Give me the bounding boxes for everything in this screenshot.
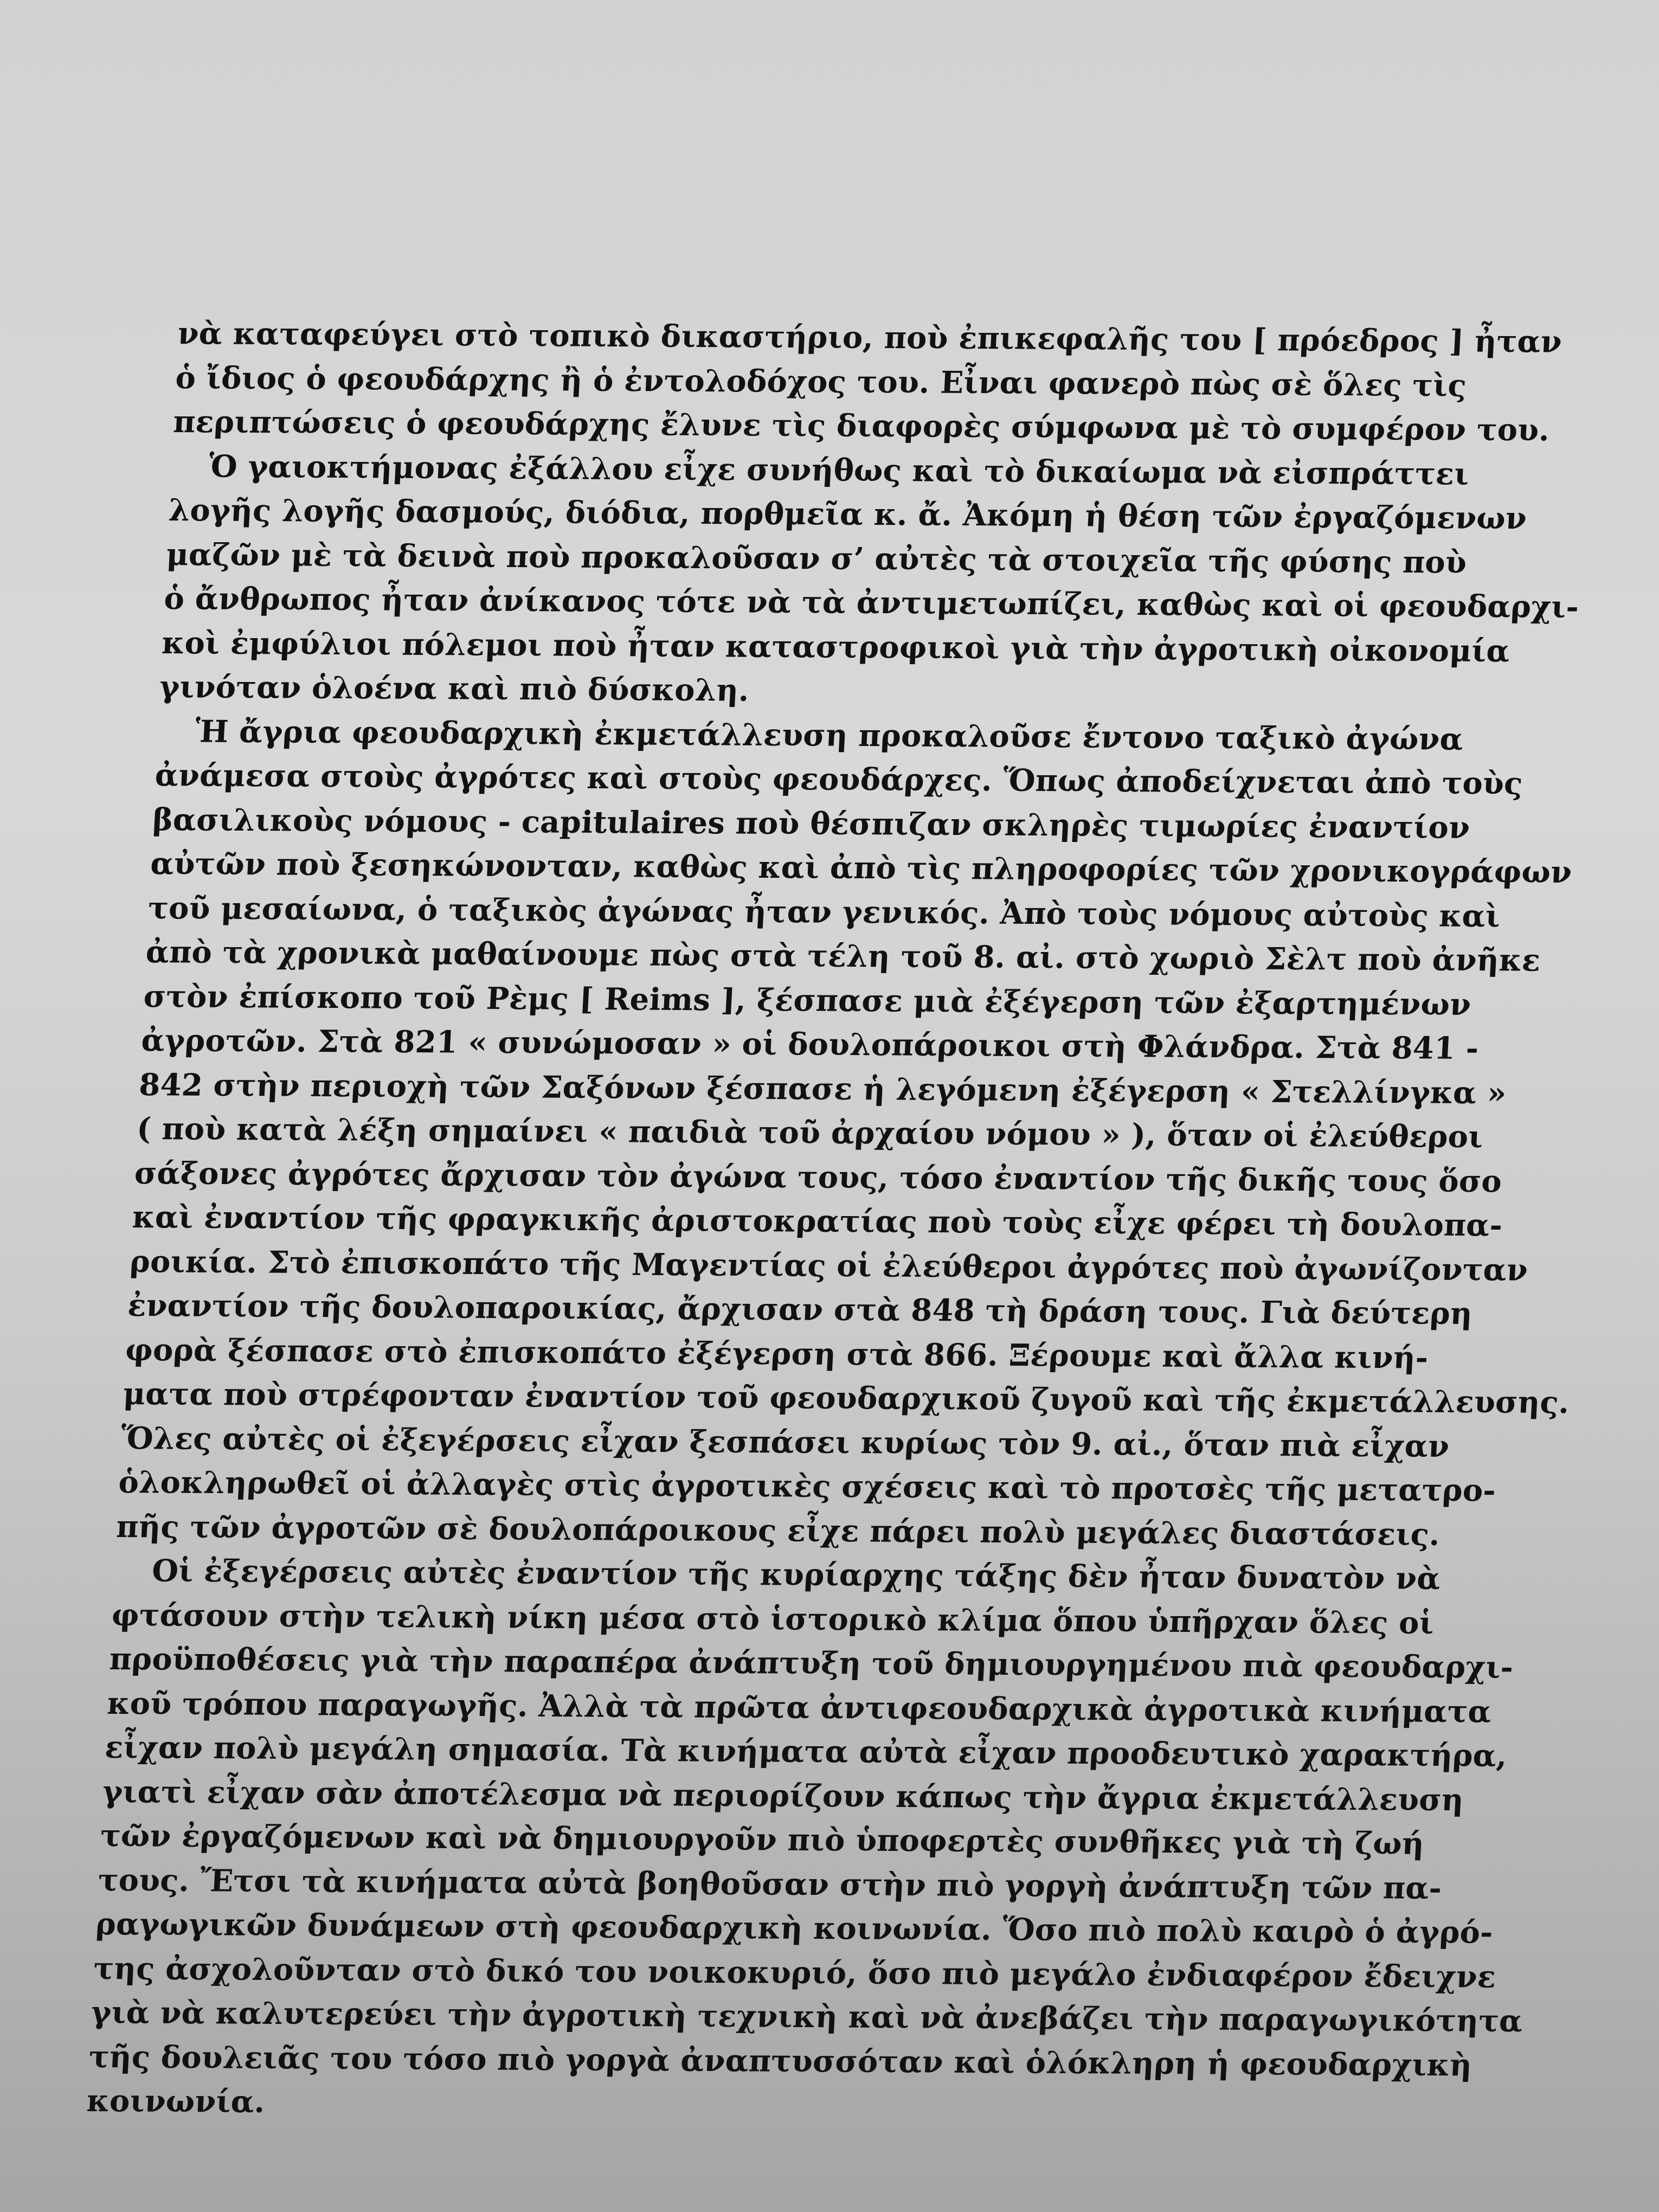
text-line: τους. Ἔτσι τὰ κινήματα αὐτὰ βοηθοῦσαν στὴν πιὸ γοργὴ ἀνάπτυξη τῶν πα- — [97, 1862, 1443, 1906]
text-line: στὸν ἐπίσκοπο τοῦ Ρὲμς [ Reims ], ξέσπασε μιὰ ἐξέγερση τῶν ἐξαρτημένων — [143, 978, 1472, 1023]
paragraph — [158, 444, 1580, 717]
text-line: γιατὶ εἶχαν σὰν ἀποτέλεσμα νὰ περιορίζουν κάπως τὴν ἄγρια ἐκμετάλλευση — [101, 1773, 1465, 1818]
text-line: Ὁ γαιοκτήμονας ἐξάλλου εἶχε συνήθως καὶ τὸ δικαίωμα νὰ εἰσπράττει — [208, 448, 1470, 492]
text-line: περιπτώσεις ὁ φεουδάρχης ἔλυνε τὶς διαφορὲς σύμφωνα μὲ τὸ συμφέρον του. — [172, 403, 1551, 448]
text-line: τῆς δουλειᾶς του τόσο πιὸ γοργὰ ἀναπτυσσόταν καὶ ὁλόκληρη ἡ φεουδαρχικὴ — [88, 2039, 1473, 2084]
text-line: 842 στὴν περιοχὴ τῶν Σαξόνων ξέσπασε ἡ λεγόμενη ἐξέγερση « Στελλίνγκα » — [138, 1066, 1508, 1111]
text-line: σάξονες ἀγρότες ἄρχισαν τὸν ἀγώνα τους, τόσο ἐναντίον τῆς δικῆς τους ὅσο — [133, 1155, 1503, 1199]
text-line: της ἀσχολοῦνταν στὸ δικό του νοικοκυριό, ὅσο πιὸ μεγάλο ἐνδιαφέρον ἔδειχνε — [92, 1950, 1497, 1995]
text-line: ματα ποὺ στρέφονταν ἐναντίον τοῦ φεουδαρχικοῦ ζυγοῦ καὶ τῆς ἐκμετάλλευσης. — [122, 1375, 1571, 1421]
text-line: καὶ ἐναντίον τῆς φραγκικῆς ἀριστοκρατίας ποὺ τοὺς εἶχε φέρει τὴ δουλοπα- — [131, 1199, 1503, 1244]
text-line: ραγωγικῶν δυνάμεων στὴ φεουδαρχικὴ κοινωνία. Ὅσο πιὸ πολὺ καιρὸ ὁ ἀγρό- — [95, 1906, 1494, 1951]
text-line: γιὰ νὰ καλυτερεύει τὴν ἀγροτικὴ τεχνικὴ καὶ νὰ ἀνεβάζει τὴν παραγωγικότητα — [90, 1994, 1524, 2040]
body-text — [86, 312, 1580, 2131]
text-line: προϋποθέσεις γιὰ τὴν παραπέρα ἀνάπτυξη τοῦ δημιουργημένου πιὰ φεουδαρχι- — [108, 1641, 1514, 1686]
text-line: ἀπὸ τὰ χρονικὰ μαθαίνουμε πὼς στὰ τέλη τοῦ 8. αἰ. στὸ χωριὸ Σὲλτ ποὺ ἀνῆκε — [145, 934, 1542, 979]
text-line: εἶχαν πολὺ μεγάλη σημασία. Τὰ κινήματα αὐτὰ εἶχαν προοδευτικὸ χαρακτήρα, — [104, 1729, 1508, 1774]
text-line: ροικία. Στὸ ἐπισκοπάτο τῆς Μαγεντίας οἱ ἐλεύθεροι ἀγρότες ποὺ ἀγωνίζονταν — [129, 1243, 1529, 1288]
text-line: ὁ ἄνθρωπος ἦταν ἀνίκανος τότε νὰ τὰ ἀντιμετωπίζει, καθὼς καὶ οἱ φεουδαρχι- — [163, 580, 1580, 625]
text-line: κοὶ ἐμφύλιοι πόλεμοι ποὺ ἦταν καταστροφικοὶ γιὰ τὴν ἀγροτικὴ οἰκονομία — [160, 625, 1511, 669]
text-line: Ὅλες αὐτὲς οἱ ἐξεγέρσεις εἶχαν ξεσπάσει κυρίως τὸν 9. αἰ., ὅταν πιὰ εἶχαν — [120, 1420, 1451, 1464]
paragraph — [86, 1549, 1524, 2131]
text-line: βασιλικοὺς νόμους - capitulaires ποὺ θέσπιζαν σκληρὲς τιμωρίες ἐναντίον — [152, 801, 1471, 846]
text-line: τοῦ μεσαίωνα, ὁ ταξικὸς ἀγώνας ἦταν γενικός. Ἀπὸ τοὺς νόμους αὐτοὺς καὶ — [147, 890, 1501, 934]
text-line: ὁλοκληρωθεῖ οἱ ἀλλαγὲς στὶς ἀγροτικὲς σχέσεις καὶ τὸ προτσὲς τῆς μετατρο- — [118, 1464, 1497, 1509]
text-line: νὰ καταφεύγει στὸ τοπικὸ δικαστήριο, ποὺ ἐπικεφαλῆς του [ πρόεδρος ] ἦταν — [177, 315, 1563, 360]
paragraph — [115, 709, 1573, 1556]
text-line: ( ποὺ κατὰ λέξη σημαίνει « παιδιὰ τοῦ ἀρχαίου νόμου » ), ὅταν οἱ ἐλεύθεροι — [136, 1110, 1484, 1155]
text-line: φορὰ ξέσπασε στὸ ἐπισκοπάτο ἐξέγερση στὰ 866. Ξέρουμε καὶ ἄλλα κινή- — [124, 1332, 1430, 1376]
text-line: μαζῶν μὲ τὰ δεινὰ ποὺ προκαλοῦσαν σ’ αὐτὲς τὰ στοιχεῖα τῆς φύσης ποὺ — [165, 536, 1468, 581]
text-line: κοινωνία. — [86, 2082, 266, 2120]
text-line: αὐτῶν ποὺ ξεσηκώνονταν, καθὼς καὶ ἀπὸ τὶς πληροφορίες τῶν χρονικογράφων — [149, 845, 1573, 890]
text-line: φτάσουν στὴν τελικὴ νίκη μέσα στὸ ἱστορικὸ κλίμα ὅπου ὑπῆρχαν ὅλες οἱ — [111, 1597, 1435, 1641]
text-line: γινόταν ὁλοένα καὶ πιὸ δύσκολη. — [158, 668, 750, 709]
text-line: λογῆς λογῆς δασμούς, διόδια, πορθμεῖα κ. ἄ. Ἀκόμη ἡ θέση τῶν ἐργαζόμενων — [168, 492, 1528, 537]
text-line: κοῦ τρόπου παραγωγῆς. Ἀλλὰ τὰ πρῶτα ἀντιφεουδαρχικὰ ἀγροτικὰ κινήματα — [106, 1685, 1493, 1730]
text-line: Ἡ ἄγρια φεουδαρχικὴ ἐκμετάλλευση προκαλοῦσε ἔντονο ταξικὸ ἀγώνα — [194, 713, 1464, 757]
text-line: πῆς τῶν ἀγροτῶν σὲ δουλοπάροικους εἶχε πάρει πολὺ μεγάλες διαστάσεις. — [115, 1508, 1441, 1553]
text-line: τῶν ἐργαζόμενων καὶ νὰ δημιουργοῦν πιὸ ὑποφερτὲς συνθῆκες γιὰ τὴ ζωή — [99, 1817, 1425, 1862]
text-line: Οἱ ἐξεγέρσεις αὐτὲς ἐναντίον τῆς κυρίαρχης τάξης δὲν ἦταν δυνατὸν νὰ — [151, 1553, 1442, 1597]
text-line: ὁ ἴδιος ὁ φεουδάρχης ἢ ὁ ἐντολοδόχος του. Εἶναι φανερὸ πὼς σὲ ὅλες τὶς — [175, 359, 1468, 404]
text-line: ἀγροτῶν. Στὰ 821 « συνώμοσαν » οἱ δουλοπάροικοι στὴ Φλάνδρα. Στὰ 841 - — [140, 1022, 1480, 1067]
paragraph — [172, 312, 1563, 452]
text-line: ἀνάμεσα στοὺς ἀγρότες καὶ στοὺς φεουδάρχες. Ὅπως ἀποδείχνεται ἀπὸ τοὺς — [154, 757, 1524, 802]
text-line: ἐναντίον τῆς δουλοπαροικίας, ἄρχισαν στὰ 848 τὴ δράση τους. Γιὰ δεύτερη — [126, 1287, 1474, 1332]
